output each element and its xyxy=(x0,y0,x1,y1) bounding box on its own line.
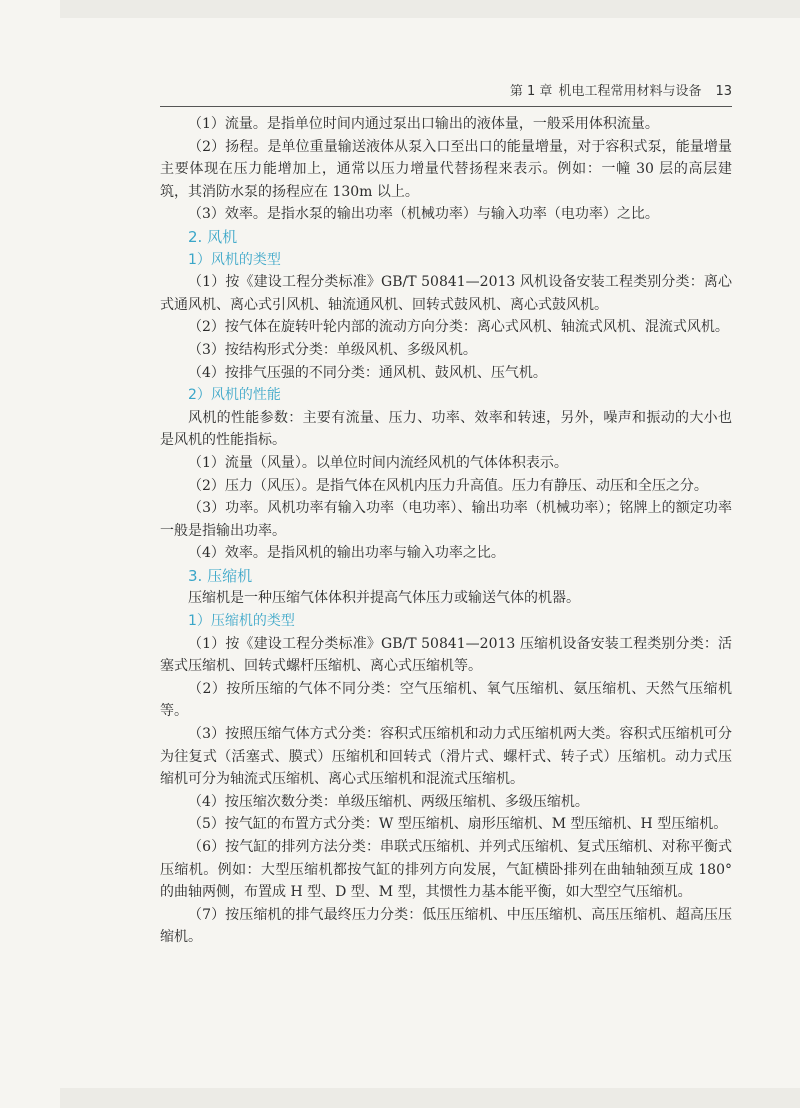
paragraph: （3）效率。是指水泵的输出功率（机械功率）与输入功率（电功率）之比。 xyxy=(188,206,659,223)
section-heading: 3. 压缩机 xyxy=(188,566,253,585)
paragraph: 风机的性能参数：主要有流量、压力、功率、效率和转速，另外，噪声和振动的大小也是风机的性能指标。 xyxy=(160,409,732,449)
scan-bottom-edge xyxy=(60,1088,800,1108)
chapter-title: 机电工程常用材料与设备 xyxy=(558,84,702,99)
paragraph: （3）按照压缩气体方式分类：容积式压缩机和动力式压缩机两大类。容积式压缩机可分为往复式（活塞式、膜式）压缩机和回转式（滑片式、螺杆式、转子式）压缩机。动力式压缩机可分为轴流式压缩机、离心式压缩机和混流式压缩机。 xyxy=(160,726,732,788)
subsection-heading: 2）风机的性能 xyxy=(188,387,281,404)
paragraph: （7）按压缩机的排气最终压力分类：低压压缩机、中压压缩机、高压压缩机、超高压压缩机。 xyxy=(160,906,732,946)
paragraph: （1）按《建设工程分类标准》GB/T 50841—2013 压缩机设备安装工程类别分类：活塞式压缩机、回转式螺杆压缩机、离心式压缩机等。 xyxy=(160,635,732,675)
subsection-heading: 1）压缩机的类型 xyxy=(188,613,295,630)
paragraph: （4）效率。是指风机的输出功率与输入功率之比。 xyxy=(188,545,505,562)
paragraph: （3）按结构形式分类：单级风机、多级风机。 xyxy=(188,341,477,358)
paragraph: （5）按气缸的布置方式分类：W 型压缩机、扇形压缩机、M 型压缩机、H 型压缩机。 xyxy=(188,816,728,833)
body-text xyxy=(160,113,732,949)
chapter-label: 第 1 章 xyxy=(509,84,553,99)
paragraph: （4）按排气压强的不同分类：通风机、鼓风机、压气机。 xyxy=(188,364,547,381)
paragraph: （1）流量（风量）。以单位时间内流经风机的气体体积表示。 xyxy=(188,454,568,471)
paragraph: （2）扬程。是单位重量输送液体从泵入口至出口的能量增量，对于容积式泵，能量增量主要体现在压力能增加上，通常以压力增量代替扬程来表示。例如：一幢 30 层的高层建筑，其消防水泵的扬程应在 130m 以上。 xyxy=(160,138,732,200)
section-heading: 2. 风机 xyxy=(188,227,238,246)
paragraph: 压缩机是一种压缩气体体积并提高气体压力或输送气体的机器。 xyxy=(188,590,580,607)
paragraph: （2）按所压缩的气体不同分类：空气压缩机、氧气压缩机、氨压缩机、天然气压缩机等。 xyxy=(160,680,732,720)
paragraph: （2）压力（风压）。是指气体在风机内压力升高值。压力有静压、动压和全压之分。 xyxy=(188,477,708,494)
subsection-heading: 1）风机的类型 xyxy=(188,251,281,268)
paragraph: （1）流量。是指单位时间内通过泵出口输出的液体量，一般采用体积流量。 xyxy=(188,116,659,132)
header-rule xyxy=(160,106,732,107)
paragraph: （2）按气体在旋转叶轮内部的流动方向分类：离心式风机、轴流式风机、混流式风机。 xyxy=(188,319,729,336)
paragraph: （3）功率。风机功率有输入功率（电功率）、输出功率（机械功率）；铭牌上的额定功率一般是指输出功率。 xyxy=(160,500,732,539)
paragraph: （6）按气缸的排列方法分类：串联式压缩机、并列式压缩机、复式压缩机、对称平衡式压缩机。例如：大型压缩机都按气缸的排列方向发展，气缸横卧排列在曲轴轴颈互成 180° 的曲轴两侧，布置成 H 型、D 型、M 型，其惯性力基本能平衡，如大型空气压缩机。 xyxy=(160,839,732,901)
running-header xyxy=(160,80,732,104)
scan-top-edge xyxy=(60,0,800,18)
paragraph: （1）按《建设工程分类标准》GB/T 50841—2013 风机设备安装工程类别分类：离心式通风机、离心式引风机、轴流通风机、回转式鼓风机、离心式鼓风机。 xyxy=(160,274,732,313)
paragraph: （4）按压缩次数分类：单级压缩机、两级压缩机、多级压缩机。 xyxy=(188,793,589,810)
page-number: 13 xyxy=(715,84,732,99)
